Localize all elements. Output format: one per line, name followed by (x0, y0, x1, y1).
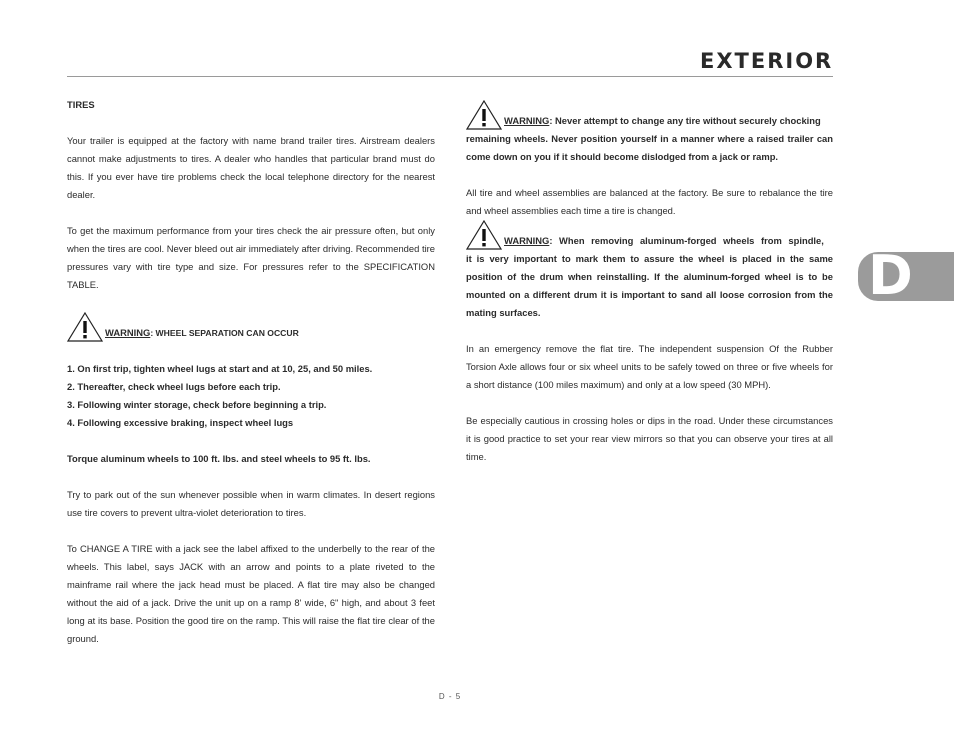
warning-triangle-icon (466, 220, 502, 250)
warning-triangle-icon (466, 100, 502, 130)
warning-wheel-separation (67, 312, 435, 342)
paragraph-change-tire: To CHANGE A TIRE with a jack see the label affixed to the underbelly to the rear of the wheels. This label, says JACK with an arrow and points to a plate riveted to the mainframe rail where the jack head must be placed. A flat tire may also be changed without the aid of a jack. Drive the unit up on a ramp 8' wide, 6" high, and about 3 feet long at its base. Position the good tire on the ramp. This will raise the flat tire clear of the ground. (67, 543, 435, 644)
paragraph-caution: Be especially cautious in crossing holes or dips in the road. Under these circumstances it is good practice to set your rear view mirrors so that you can observe your tires at all time. (466, 415, 833, 462)
warning-label: WARNING (504, 115, 550, 126)
warning-text: : WHEEL SEPARATION CAN OCCUR (150, 328, 299, 338)
torque-note: Torque aluminum wheels to 100 ft. lbs. and steel wheels to 95 ft. lbs. (67, 453, 371, 464)
warning-chocking (466, 100, 833, 130)
list-item: 2. Thereafter, check wheel lugs before each trip. (67, 381, 281, 392)
section-tab-letter: D (868, 244, 913, 307)
warning-aluminum-wheels (466, 220, 833, 250)
warning-aluminum-body: it is very important to mark them to assure the wheel is placed in the same position of the drum when reinstalling. If the aluminum-forged wheel is to be mounted on a different drum it is important to sand all loose corrosion from the mating surfaces. (466, 253, 833, 318)
paragraph-tire-dealer: Your trailer is equipped at the factory with name brand trailer tires. Airstream dealers cannot make adjustments to tires. A dealer who handles that particular brand must do this. If you ever have tire problems check the local telephone directory for the nearest dealer. (67, 135, 435, 200)
warning-text: : Never attempt to change any tire without securely chocking (549, 115, 821, 126)
page-number: D - 5 (438, 692, 462, 701)
warning-label: WARNING (105, 327, 151, 338)
list-item: 4. Following excessive braking, inspect wheel lugs (67, 417, 294, 428)
paragraph-balance: All tire and wheel assemblies are balanced at the factory. Be sure to rebalance the tire and wheel assemblies each time a tire is changed. (466, 187, 833, 216)
right-column (466, 100, 833, 466)
paragraph-sun: Try to park out of the sun whenever possible when in warm climates. In desert regions use tire covers to prevent ultra-violet deterioration to tires. (67, 489, 435, 518)
paragraph-emergency: In an emergency remove the flat tire. The independent suspension Of the Rubber Torsion Axle allows four or six wheel units to be safely towed on three or five wheels for a short distance (100 miles maximum) and only at a low speed (30 MPH). (466, 343, 833, 390)
section-tab (858, 244, 954, 307)
list-item: 3. Following winter storage, check before beginning a trip. (67, 399, 327, 410)
header-divider (67, 76, 833, 77)
warning-triangle-icon (67, 312, 103, 342)
page-title: EXTERIOR (700, 49, 834, 73)
list-item: 1. On first trip, tighten wheel lugs at start and at 10, 25, and 50 miles. (67, 363, 373, 374)
warning-label: WARNING (504, 235, 550, 246)
warning-chocking-body: remaining wheels. Never position yourself in a manner where a raised trailer can come down on you if it should become dislodged from a jack or ramp. (466, 133, 833, 162)
paragraph-tire-pressure: To get the maximum performance from your tires check the air pressure often, but only when the tires are cool. Never bleed out air immediately after driving. Recommended tire pressures vary with tire type and size. For pressures refer to the SPECIFICATION TABLE. (67, 225, 435, 290)
left-column (67, 96, 435, 648)
lug-check-steps (67, 360, 435, 432)
section-heading: TIRES (67, 99, 95, 110)
warning-text: : When removing aluminum-forged wheels from spindle, (549, 235, 824, 246)
